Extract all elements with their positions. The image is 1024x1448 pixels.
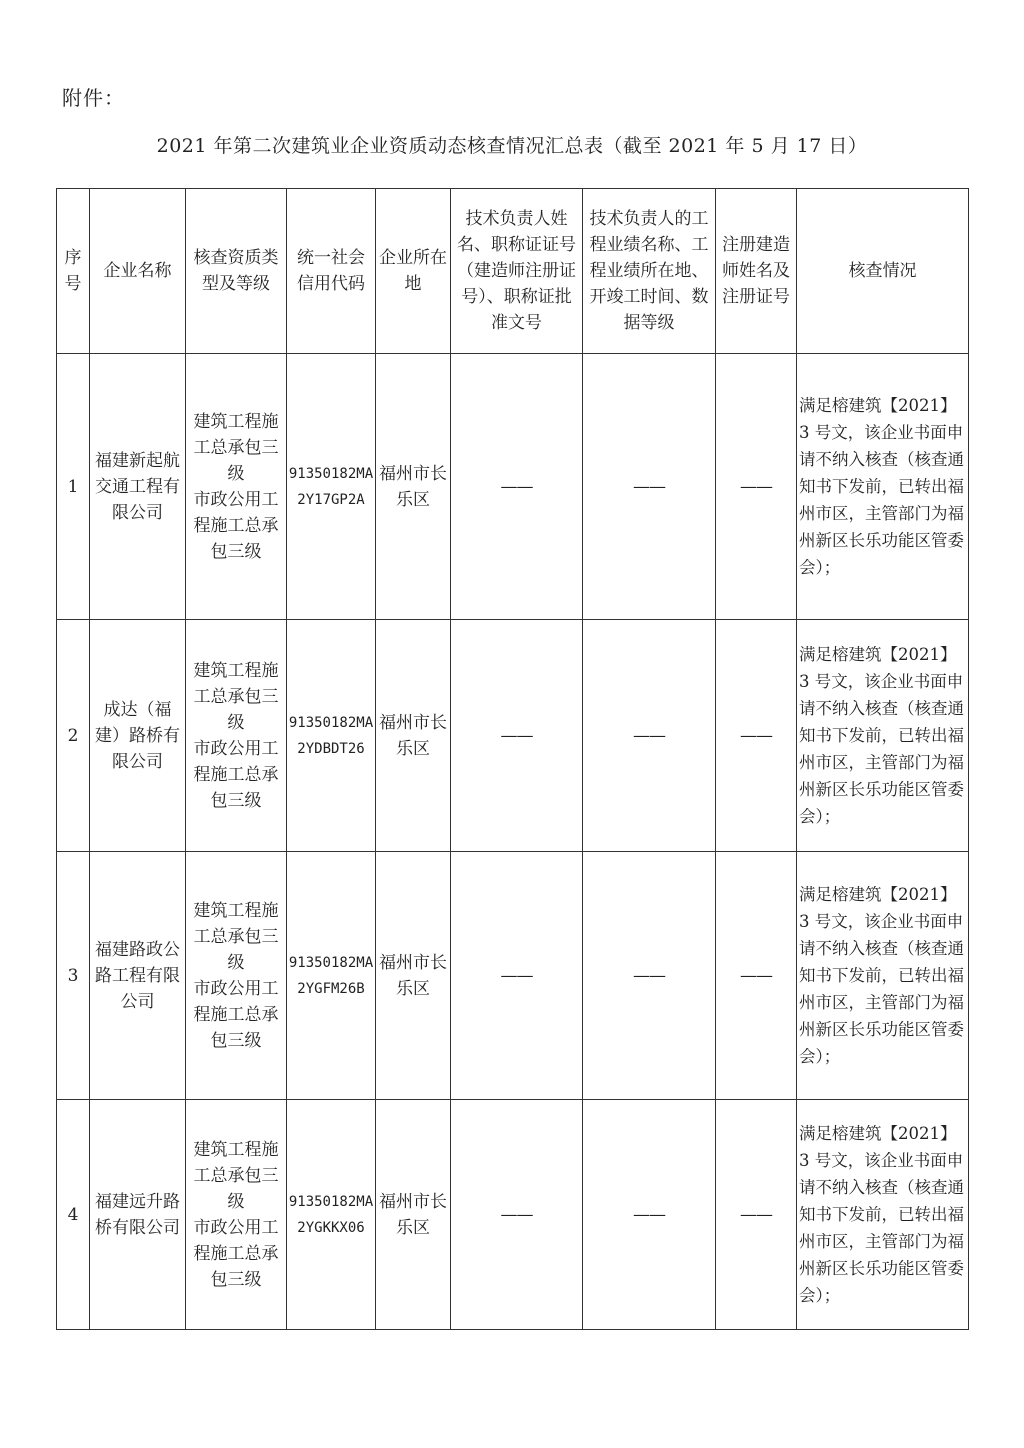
qualification-cell xyxy=(186,620,287,852)
tech-lead-performance-cell: —— xyxy=(583,620,716,852)
document-title: 2021 年第二次建筑业企业资质动态核查情况汇总表（截至 2021 年 5 月 17 日） xyxy=(156,135,868,157)
header-seq: 序号 xyxy=(57,189,90,354)
qualification-building: 建筑工程施工总承包三级 xyxy=(193,1139,279,1212)
credit-code-cell: 91350182MA2Y17GP2A xyxy=(287,354,376,620)
tech-lead-cell: —— xyxy=(451,852,583,1100)
registered-builder-cell: —— xyxy=(716,354,797,620)
qualification-cell xyxy=(186,1100,287,1330)
registered-builder-cell: —— xyxy=(716,852,797,1100)
qualification-cell xyxy=(186,852,287,1100)
seq-cell: 1 xyxy=(57,354,90,620)
registered-builder-cell: —— xyxy=(716,1100,797,1330)
header-check-result: 核查情况 xyxy=(797,189,969,354)
tech-lead-performance-cell: —— xyxy=(583,1100,716,1330)
header-registered-builder: 注册建造师姓名及注册证号 xyxy=(716,189,797,354)
check-result-cell: 满足榕建筑【2021】3 号文，该企业书面申请不纳入核查（核查通知书下发前，已转出福州市区，主管部门为福州新区长乐功能区管委会）； xyxy=(797,620,969,852)
qualification-municipal: 市政公用工程施工总承包三级 xyxy=(193,1217,279,1290)
tech-lead-performance-cell: —— xyxy=(583,852,716,1100)
company-name-cell: 福建新起航交通工程有限公司 xyxy=(90,354,186,620)
header-tech-lead: 技术负责人姓名、职称证证号（建造师注册证号）、职称证批准文号 xyxy=(451,189,583,354)
table-row xyxy=(57,852,969,1100)
table-row xyxy=(57,354,969,620)
qualification-check-summary-table xyxy=(56,188,969,1330)
qualification-municipal: 市政公用工程施工总承包三级 xyxy=(193,978,279,1051)
seq-cell: 3 xyxy=(57,852,90,1100)
attachment-label: 附件： xyxy=(62,86,125,110)
check-result-cell: 满足榕建筑【2021】3 号文，该企业书面申请不纳入核查（核查通知书下发前，已转出福州市区，主管部门为福州新区长乐功能区管委会）； xyxy=(797,852,969,1100)
table-row xyxy=(57,1100,969,1330)
seq-cell: 2 xyxy=(57,620,90,852)
location-cell: 福州市长乐区 xyxy=(376,620,451,852)
qualification-building: 建筑工程施工总承包三级 xyxy=(193,900,279,973)
location-cell: 福州市长乐区 xyxy=(376,852,451,1100)
header-credit-code: 统一社会信用代码 xyxy=(287,189,376,354)
header-tech-lead-performance: 技术负责人的工程业绩名称、工程业绩所在地、开竣工时间、数据等级 xyxy=(583,189,716,354)
table-header-row xyxy=(57,189,969,354)
qualification-cell xyxy=(186,354,287,620)
qualification-building: 建筑工程施工总承包三级 xyxy=(193,411,279,484)
header-company-name: 企业名称 xyxy=(90,189,186,354)
tech-lead-cell: —— xyxy=(451,1100,583,1330)
tech-lead-performance-cell: —— xyxy=(583,354,716,620)
credit-code-cell: 91350182MA2YGFM26B xyxy=(287,852,376,1100)
registered-builder-cell: —— xyxy=(716,620,797,852)
company-name-cell: 成达（福建）路桥有限公司 xyxy=(90,620,186,852)
seq-cell: 4 xyxy=(57,1100,90,1330)
location-cell: 福州市长乐区 xyxy=(376,1100,451,1330)
company-name-cell: 福建远升路桥有限公司 xyxy=(90,1100,186,1330)
credit-code-cell: 91350182MA2YDBDT26 xyxy=(287,620,376,852)
location-cell: 福州市长乐区 xyxy=(376,354,451,620)
check-result-cell: 满足榕建筑【2021】3 号文，该企业书面申请不纳入核查（核查通知书下发前，已转出福州市区，主管部门为福州新区长乐功能区管委会）； xyxy=(797,1100,969,1330)
table-row xyxy=(57,620,969,852)
tech-lead-cell: —— xyxy=(451,620,583,852)
header-location: 企业所在地 xyxy=(376,189,451,354)
qualification-building: 建筑工程施工总承包三级 xyxy=(193,660,279,733)
check-result-cell: 满足榕建筑【2021】3 号文，该企业书面申请不纳入核查（核查通知书下发前，已转出福州市区，主管部门为福州新区长乐功能区管委会）； xyxy=(797,354,969,620)
company-name-cell: 福建路政公路工程有限公司 xyxy=(90,852,186,1100)
header-qualification: 核查资质类型及等级 xyxy=(186,189,287,354)
qualification-municipal: 市政公用工程施工总承包三级 xyxy=(193,489,279,562)
qualification-municipal: 市政公用工程施工总承包三级 xyxy=(193,738,279,811)
tech-lead-cell: —— xyxy=(451,354,583,620)
credit-code-cell: 91350182MA2YGKKX06 xyxy=(287,1100,376,1330)
